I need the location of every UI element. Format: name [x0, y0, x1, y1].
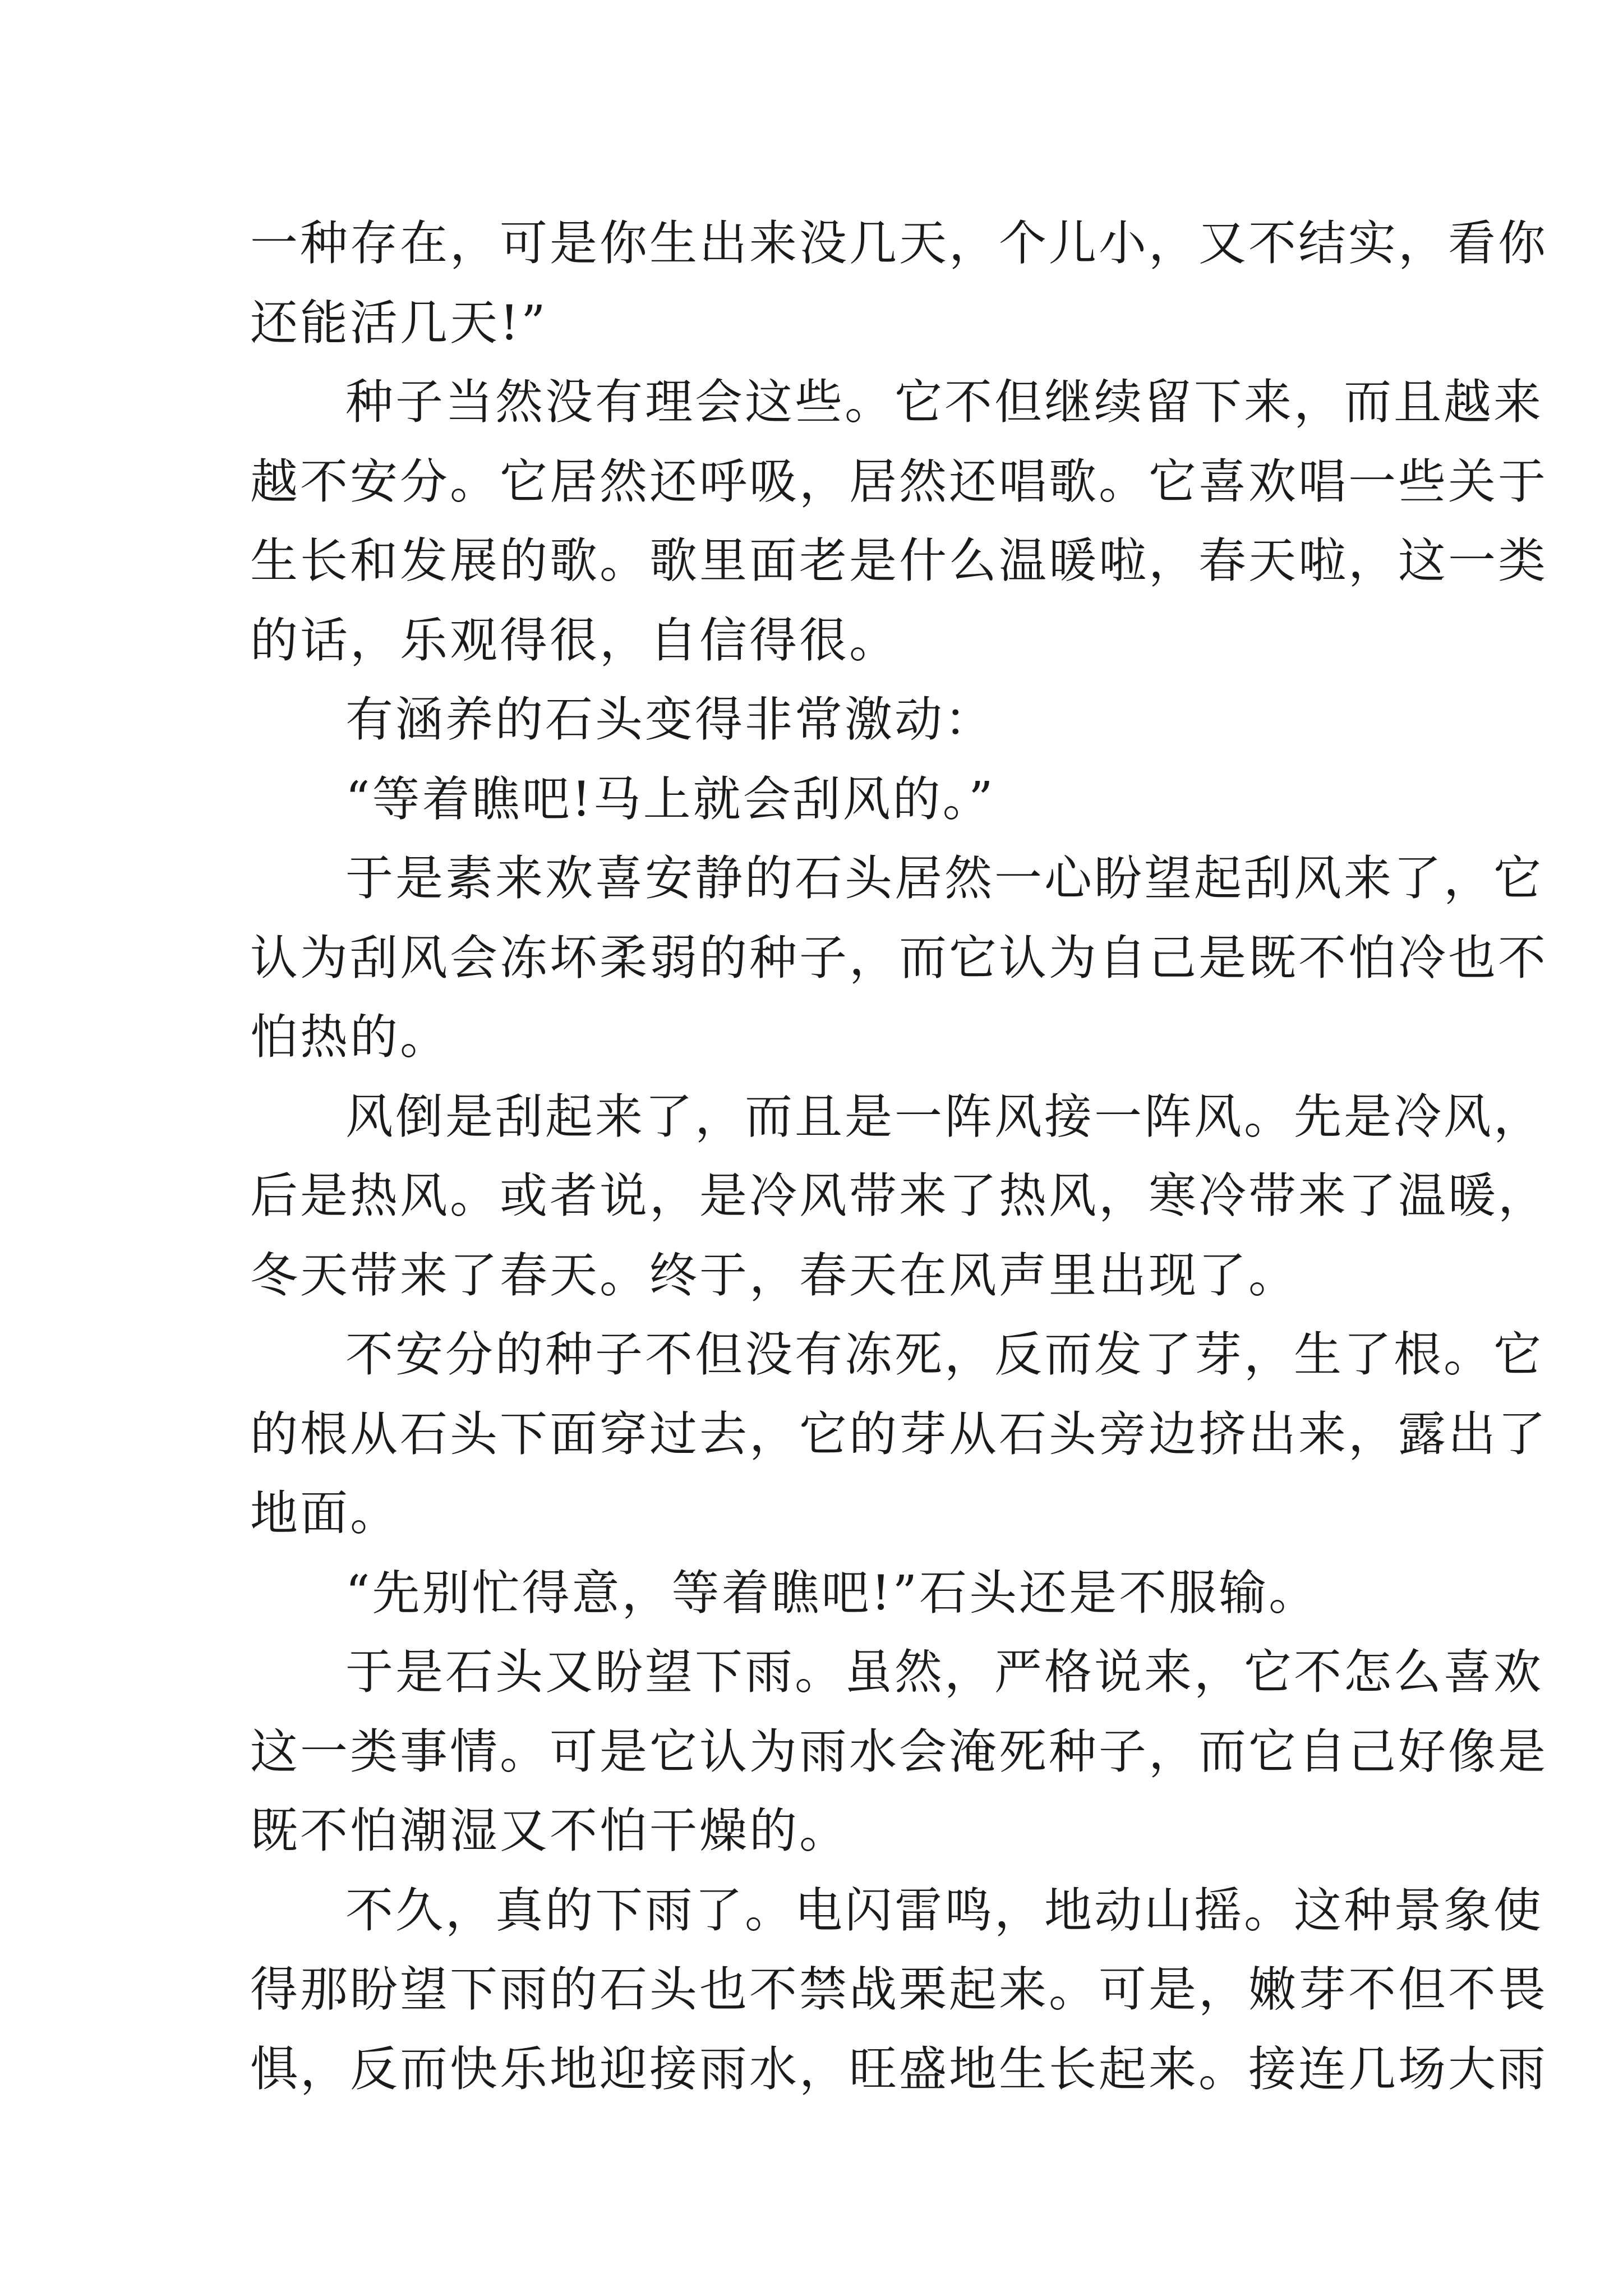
text-line-18: “先别忙得意，等着瞧吧!”石头还是不服输。 [345, 1565, 1319, 1621]
text-line-8: “等着瞧吧!马上就会刮风的。” [345, 771, 995, 827]
text-line-9: 于是素来欢喜安静的石头居然一心盼望起刮风来了，它 [345, 851, 1544, 907]
text-line-24: 惧，反而快乐地迎接雨水，旺盛地生长起来。接连几场大雨 [250, 2041, 1548, 2097]
text-line-21: 既不怕潮湿又不怕干燥的。 [250, 1803, 850, 1859]
text-line-10: 认为刮风会冻坏柔弱的种子，而它认为自己是既不怕冷也不 [250, 930, 1548, 986]
text-line-14: 冬天带来了春天。终于，春天在风声里出现了。 [250, 1248, 1299, 1304]
body-text [250, 204, 1548, 2109]
text-line-12: 风倒是刮起来了，而且是一阵风接一阵风。先是冷风， [345, 1089, 1544, 1145]
text-line-23: 得那盼望下雨的石头也不禁战栗起来。可是，嫩芽不但不畏 [250, 1962, 1548, 2018]
text-line-13: 后是热风。或者说，是冷风带来了热风，寒冷带来了温暖， [250, 1168, 1548, 1224]
text-line-3: 种子当然没有理会这些。它不但继续留下来，而且越来 [345, 375, 1544, 430]
text-line-4: 越不安分。它居然还呼吸，居然还唱歌。它喜欢唱一些关于 [250, 454, 1548, 510]
text-line-20: 这一类事情。可是它认为雨水会淹死种子，而它自己好像是 [250, 1724, 1548, 1780]
text-line-2: 还能活几天!” [250, 295, 548, 351]
text-line-16: 的根从石头下面穿过去，它的芽从石头旁边挤出来，露出了 [250, 1406, 1548, 1462]
text-line-6: 的话，乐观得很，自信得很。 [250, 613, 900, 669]
text-line-7: 有涵养的石头变得非常激动： [345, 692, 995, 748]
text-line-5: 生长和发展的歌。歌里面老是什么温暖啦，春天啦，这一类 [250, 533, 1548, 589]
text-line-11: 怕热的。 [250, 1010, 450, 1065]
text-line-17: 地面。 [250, 1486, 400, 1542]
text-line-1: 一种存在，可是你生出来没几天，个儿小，又不结实，看你 [250, 216, 1548, 272]
text-line-19: 于是石头又盼望下雨。虽然，严格说来，它不怎么喜欢 [345, 1645, 1544, 1700]
text-line-15: 不安分的种子不但没有冻死，反而发了芽，生了根。它 [345, 1327, 1544, 1383]
text-line-22: 不久，真的下雨了。电闪雷鸣，地动山摇。这种景象使 [345, 1883, 1544, 1939]
